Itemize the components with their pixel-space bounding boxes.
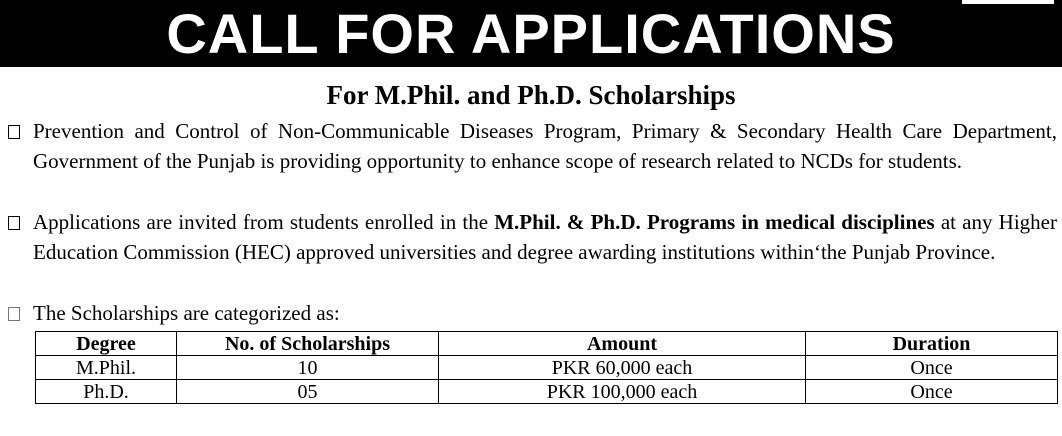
table-cell: Once — [806, 380, 1058, 404]
table-cell: M.Phil. — [36, 356, 177, 380]
banner-title: CALL FOR APPLICATIONS — [166, 2, 896, 65]
bullet-text — [33, 207, 1057, 267]
column-header: Duration — [806, 332, 1058, 356]
page-subtitle: For M.Phil. and Ph.D. Scholarships — [326, 80, 736, 110]
header-banner — [0, 0, 1062, 67]
checkbox-bullet-icon — [8, 216, 20, 230]
column-header: Amount — [439, 332, 806, 356]
checkbox-bullet-icon — [8, 125, 20, 139]
table-row — [36, 356, 1058, 380]
checkbox-bullet-icon — [8, 307, 20, 321]
bullet-text: The Scholarships are categorized as: — [33, 301, 340, 325]
table-cell: PKR 60,000 each — [439, 356, 806, 380]
bullet-text-post: at any Higher Education Commission (HEC) approved universities and degree awarding institutions within‘the Punjab Province. — [33, 210, 1057, 264]
table-cell: Ph.D. — [36, 380, 177, 404]
table-cell: Once — [806, 356, 1058, 380]
bullet-text: Prevention and Control of Non-Communicable Diseases Program, Primary & Secondary Health Care Department, Government of the Punjab is providing opportunity to enhance scope of research related to NCDs for students. — [33, 119, 1057, 173]
table-cell: 10 — [177, 356, 439, 380]
column-header: No. of Scholarships — [177, 332, 439, 356]
table-cell: 05 — [177, 380, 439, 404]
table-cell: PKR 100,000 each — [439, 380, 806, 404]
scholarship-table — [35, 331, 1058, 404]
table-row — [36, 380, 1058, 404]
bullet-text-bold: M.Phil. & Ph.D. Programs in medical disciplines — [494, 210, 935, 234]
publisher-mark — [962, 0, 1054, 4]
table-header-row — [36, 332, 1058, 356]
bullet-text-pre: Applications are invited from students enrolled in the — [33, 210, 495, 234]
column-header: Degree — [36, 332, 177, 356]
